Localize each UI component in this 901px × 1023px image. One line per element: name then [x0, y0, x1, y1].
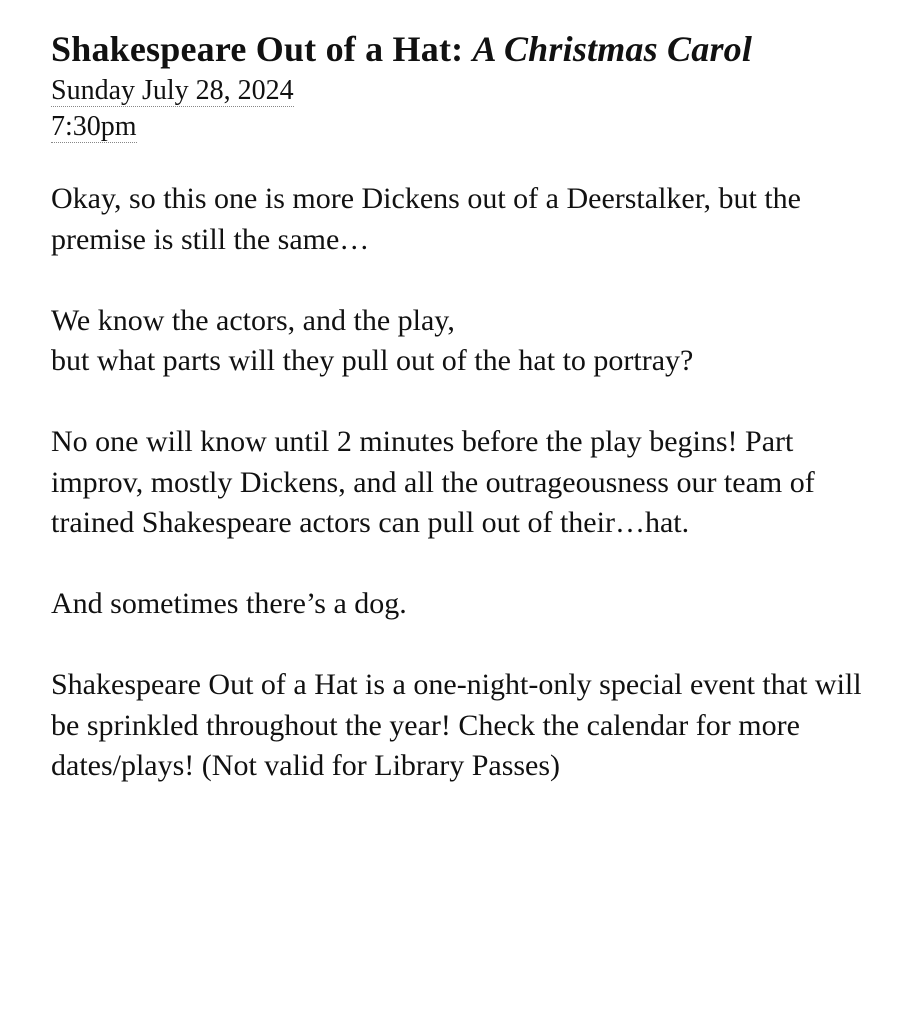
- event-title-main: Shakespeare Out of a Hat:: [51, 29, 473, 69]
- description-paragraph-4: And sometimes there’s a dog.: [51, 587, 407, 620]
- description-paragraph-3: No one will know until 2 minutes before the play begins! Part improv, mostly Dickens, and all the outrageousness our team of trained Shakespeare actors can pull out of their…hat.: [51, 425, 815, 539]
- event-title: [51, 26, 871, 72]
- description-line: We know the actors, and the play,: [51, 303, 455, 337]
- description-paragraph-5: Shakespeare Out of a Hat is a one-night-only special event that will be sprinkled throughout the year! Check the calendar for more dates/plays! (Not valid for Library Passes): [51, 668, 862, 782]
- description-paragraph-2: [51, 301, 871, 382]
- event-datetime: [51, 74, 871, 146]
- event-page: [51, 26, 871, 827]
- event-date[interactable]: Sunday July 28, 2024: [51, 75, 294, 106]
- event-time[interactable]: 7:30pm: [51, 111, 137, 142]
- event-description: [51, 179, 871, 787]
- description-paragraph-1: Okay, so this one is more Dickens out of a Deerstalker, but the premise is still the same…: [51, 182, 801, 256]
- event-title-play: A Christmas Carol: [472, 29, 753, 69]
- description-line: but what parts will they pull out of the hat to portray?: [51, 344, 694, 377]
